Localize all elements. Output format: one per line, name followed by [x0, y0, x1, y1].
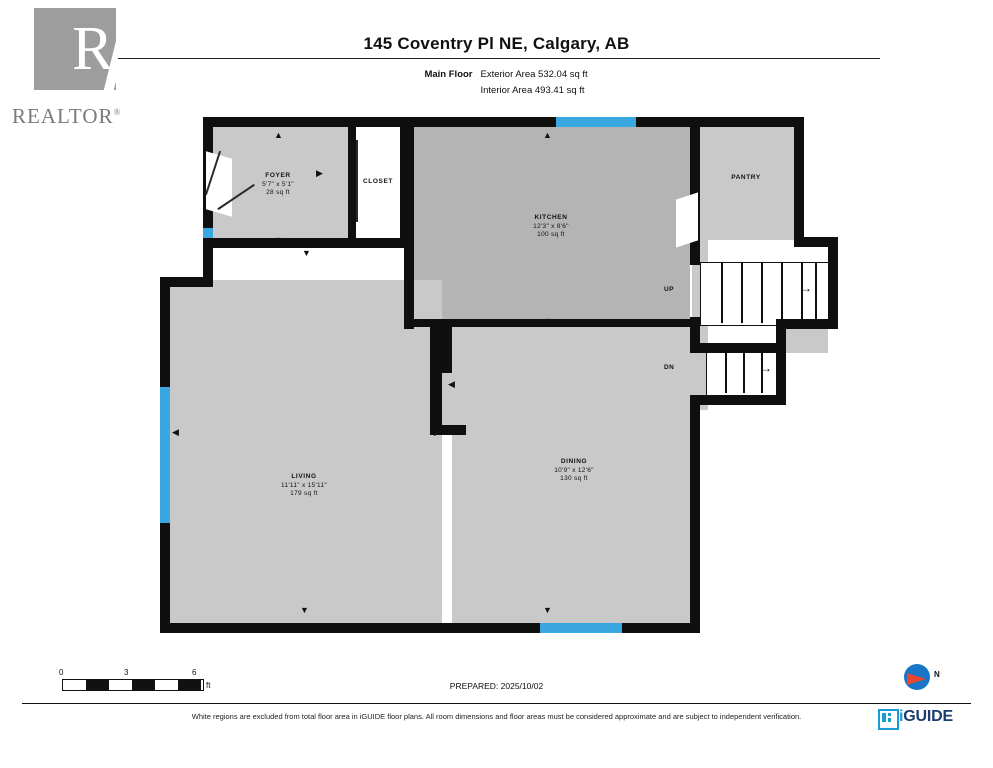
wall-kitchen-right-b: [690, 245, 700, 265]
marker-arrow-right: ◀: [448, 379, 455, 389]
room-label-kitchen: [501, 214, 601, 240]
stairs-up: [700, 262, 834, 326]
room-name-pantry: PANTRY: [731, 174, 761, 181]
room-label-foyer: [228, 172, 328, 198]
room-name-closet: CLOSET: [363, 178, 393, 185]
window-bottom: [540, 623, 622, 633]
realtor-logo-word-text: REALTOR: [12, 104, 114, 128]
stair-step: [725, 353, 727, 393]
window-kitchen-top: [556, 117, 636, 127]
room-name-foyer: FOYER: [265, 172, 291, 179]
scale-label-3: 3: [124, 668, 129, 677]
iguide-word-i: i: [899, 708, 904, 725]
iguide-word-guide: GUIDE: [903, 708, 953, 725]
stair-step: [743, 353, 745, 393]
page-title: 145 Coventry Pl NE, Calgary, AB: [363, 34, 630, 53]
disclaimer-text: White regions are excluded from total floor area in iGUIDE floor plans. All room dimensions and floor areas must be considered approximate and are subject to independent verification.: [191, 712, 802, 721]
wall-top-kitchen-a: [404, 117, 556, 127]
interior-area-label: Interior Area 493.41 sq ft: [480, 85, 585, 96]
wall-foyer-bottom: [203, 235, 408, 248]
wall-left-a: [160, 277, 170, 387]
stair-step: [721, 263, 723, 323]
stairs-up-arrow: →: [800, 281, 812, 295]
pantry-fill: [692, 125, 800, 240]
room-dims-living: 11'11" x 15'11": [281, 481, 327, 489]
room-area-foyer: 28 sq ft: [266, 189, 290, 196]
stair-step: [761, 263, 763, 323]
room-label-pantry: [704, 174, 788, 183]
scale-label-6: 6: [192, 668, 197, 677]
stairs-down-arrow: →: [760, 361, 772, 375]
wall-bottom-b: [622, 623, 700, 633]
marker-arrow-up: ▲: [543, 130, 552, 140]
wall-dn-bottom: [690, 395, 786, 405]
marker-arrow-down: ▼: [543, 605, 552, 615]
wall-right-dining-a: [690, 405, 700, 565]
window-living-left: [160, 387, 170, 523]
stairs-up-label: UP: [664, 286, 674, 293]
marker-arrow-left: ◀: [172, 427, 179, 437]
iguide-wordmark: [899, 708, 953, 726]
wall-top-kitchen-b: [636, 117, 804, 127]
scale-unit: ft: [206, 681, 211, 690]
room-label-closet: [344, 178, 412, 187]
stair-step: [741, 263, 743, 323]
compass-needle: [907, 673, 926, 685]
prepared-date: PREPARED: 2025/10/02: [449, 681, 544, 691]
iguide-mark-icon: [878, 709, 899, 730]
room-dims-foyer: 5'7" x 5'1": [262, 180, 294, 188]
living-fill: [167, 280, 442, 630]
compass-north-label: N: [934, 670, 940, 679]
wall-hall-right: [442, 327, 452, 373]
compass-icon: [900, 662, 952, 692]
marker-arrow-down: ▼: [274, 235, 283, 245]
scale-label-0: 0: [59, 668, 64, 677]
room-area-living: 179 sq ft: [290, 490, 318, 497]
stair-step: [815, 263, 817, 323]
stair-step: [781, 263, 783, 323]
room-area-kitchen: 100 sq ft: [537, 231, 565, 238]
marker-arrow-right: ▶: [316, 168, 323, 178]
room-name-dining: DINING: [560, 458, 588, 465]
wall-hall-left: [430, 327, 442, 435]
wall-left-b: [160, 523, 170, 633]
marker-arrow-up: ▲: [274, 130, 283, 140]
room-dims-dining: 10'9" x 12'6": [554, 466, 594, 474]
room-area-dining: 130 sq ft: [560, 475, 588, 482]
wall-right-pantry: [794, 117, 804, 245]
marker-arrow-down: ▼: [300, 605, 309, 615]
marker-arrow-right: ▶: [434, 427, 441, 437]
room-name-kitchen: KITCHEN: [534, 214, 568, 221]
marker-arrow-down: ▼: [543, 316, 552, 326]
realtor-logo-letter: R: [72, 15, 114, 83]
stairs-down-label: DN: [664, 364, 675, 371]
room-name-living: LIVING: [291, 473, 317, 480]
wall-dn-top: [690, 343, 786, 353]
wall-top-left: [203, 117, 408, 127]
realtor-logo-registered: ®: [113, 107, 122, 117]
room-label-dining: [524, 458, 624, 484]
exterior-area-label: Exterior Area 532.04 sq ft: [480, 69, 588, 80]
floor-label: Main Floor: [424, 69, 473, 80]
room-dims-kitchen: 12'3" x 8'6": [533, 222, 569, 230]
marker-arrow-down: ▼: [302, 248, 311, 258]
wall-hall-bottom: [442, 425, 466, 435]
pantry-door-swing: [676, 192, 698, 247]
wall-kitchen-left: [404, 117, 414, 329]
footer-rule: [22, 703, 971, 704]
iguide-logo: [878, 707, 974, 731]
wall-stair-right: [828, 237, 838, 329]
wall-bottom-a: [160, 623, 540, 633]
room-label-living: [254, 473, 354, 499]
